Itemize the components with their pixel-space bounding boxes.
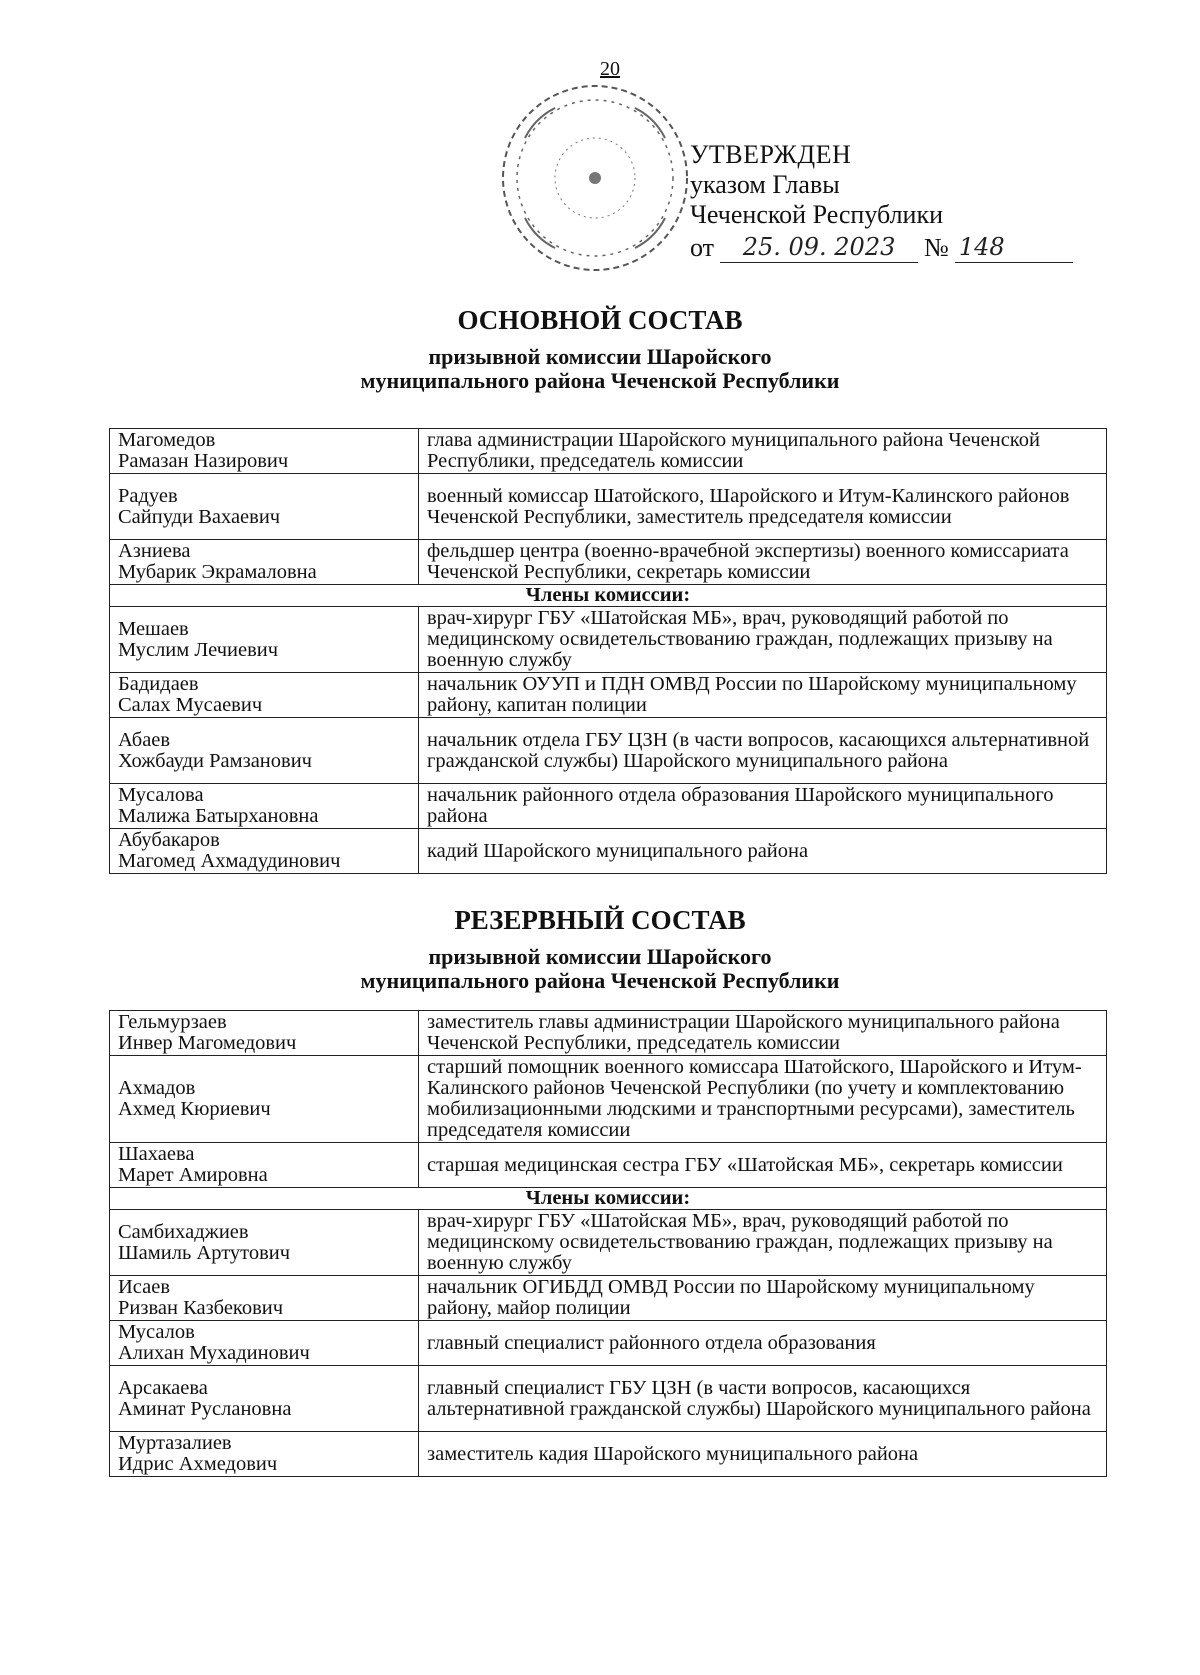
member-given-name: Алихан Мухадинович — [118, 1342, 310, 1364]
member-role: фельдшер центра (военно-врачебной экспертизы) военного комиссариата Чеченской Республики, секретарь комиссии — [419, 540, 1107, 585]
member-surname: Радуев — [118, 484, 178, 507]
member-role: заместитель кадия Шаройского муниципального района — [419, 1432, 1107, 1477]
member-surname: Азниева — [118, 540, 191, 562]
reserve-composition-subtitle-1: призывной комиссии Шаройского — [428, 944, 772, 969]
member-given-name: Сайпуди Вахаевич — [118, 505, 281, 528]
approval-number-label: № — [924, 233, 949, 262]
member-given-name: Идрис Ахмедович — [118, 1453, 278, 1475]
member-role: начальник отдела ГБУ ЦЗН (в части вопросов, касающихся альтернативной гражданской службы) Шаройского муниципального района — [419, 718, 1107, 784]
table-row — [110, 1321, 1107, 1366]
member-role: врач-хирург ГБУ «Шатойская МБ», врач, руководящий работой по медицинскому освидетельствованию граждан, подлежащих призыву на военную службу — [419, 1210, 1107, 1276]
member-surname: Магомедов — [118, 429, 216, 451]
member-surname: Мешаев — [118, 617, 189, 640]
table-row — [110, 540, 1107, 585]
table-row — [110, 1432, 1107, 1477]
member-surname: Шахаева — [118, 1143, 195, 1165]
member-given-name: Ахмед Кюриевич — [118, 1098, 271, 1120]
table-row — [110, 673, 1107, 718]
table-row — [110, 1366, 1107, 1432]
table-row — [110, 474, 1107, 540]
table-row — [110, 1056, 1107, 1143]
approval-date-prefix: от — [690, 233, 715, 262]
member-surname: Муртазалиев — [118, 1432, 232, 1454]
main-composition-heading — [0, 305, 1200, 393]
page-number: 20 — [600, 58, 620, 80]
main-composition-title: ОСНОВНОЙ СОСТАВ — [457, 305, 743, 335]
official-seal-stamp — [495, 78, 695, 278]
member-role: старший помощник военного комиссара Шатойского, Шаройского и Итум-Калинского районов Чеченской Республики (по учету и комплектованию мобилизационными людскими и транспортными ресурсами), заместитель председателя комиссии — [419, 1056, 1107, 1143]
table-row — [110, 784, 1107, 829]
member-surname: Исаев — [118, 1276, 171, 1298]
member-given-name: Магомед Ахмадудинович — [118, 850, 341, 872]
main-composition-subtitle-2: муниципального района Чеченской Республики — [360, 368, 840, 393]
main-composition-table — [109, 428, 1107, 874]
approval-line-decree: указом Главы — [690, 170, 840, 199]
reserve-composition-table — [109, 1010, 1107, 1477]
table-row — [110, 1210, 1107, 1276]
member-surname: Гельмурзаев — [118, 1011, 227, 1033]
member-given-name: Муслим Лечиевич — [118, 638, 279, 661]
table-row — [110, 1276, 1107, 1321]
approval-date-handwritten: 25. 09. 2023 — [720, 232, 918, 263]
approval-number-handwritten: 148 — [955, 232, 1073, 263]
member-given-name: Рамазан Назирович — [118, 450, 289, 472]
reserve-composition-title: РЕЗЕРВНЫЙ СОСТАВ — [454, 905, 746, 935]
member-role: начальник ОУУП и ПДН ОМВД России по Шаройскому муниципальному району, капитан полиции — [419, 673, 1107, 718]
member-surname: Самбихаджиев — [118, 1220, 249, 1243]
approval-title: УТВЕРЖДЕН — [690, 140, 852, 169]
member-given-name: Мубарик Экрамаловна — [118, 561, 317, 583]
table-row — [110, 829, 1107, 874]
table-row — [110, 1143, 1107, 1188]
table-row — [110, 1011, 1107, 1056]
reserve-composition-subtitle-2: муниципального района Чеченской Республики — [360, 968, 840, 993]
member-role: глава администрации Шаройского муниципального района Чеченской Республики, председатель комиссии — [419, 429, 1107, 474]
table-row — [110, 585, 1107, 607]
main-composition-subtitle-1: призывной комиссии Шаройского — [428, 344, 772, 369]
member-surname: Мусалова — [118, 784, 204, 806]
member-given-name: Инвер Магомедович — [118, 1032, 297, 1054]
table-row — [110, 718, 1107, 784]
member-given-name: Салах Мусаевич — [118, 694, 263, 716]
member-role: начальник ОГИБДД ОМВД России по Шаройскому муниципальному району, майор полиции — [419, 1276, 1107, 1321]
member-given-name: Ризван Казбекович — [118, 1297, 284, 1319]
table-row — [110, 429, 1107, 474]
table-row — [110, 607, 1107, 673]
member-surname: Бадидаев — [118, 673, 199, 695]
member-surname: Абаев — [118, 728, 171, 751]
reserve-composition-heading — [0, 905, 1200, 993]
member-surname: Абубакаров — [118, 829, 220, 851]
members-section-label: Члены комиссии: — [110, 585, 1107, 607]
members-section-label: Члены комиссии: — [110, 1188, 1107, 1210]
member-given-name: Хожбауди Рамзанович — [118, 749, 312, 772]
member-surname: Ахмадов — [118, 1077, 196, 1099]
member-given-name: Шамиль Артутович — [118, 1241, 291, 1264]
approval-date-line — [690, 232, 1073, 263]
member-role: начальник районного отдела образования Шаройского муниципального района — [419, 784, 1107, 829]
member-role: старшая медицинская сестра ГБУ «Шатойская МБ», секретарь комиссии — [419, 1143, 1107, 1188]
member-surname: Мусалов — [118, 1321, 195, 1343]
member-given-name: Аминат Руслановна — [118, 1397, 292, 1420]
member-role: главный специалист ГБУ ЦЗН (в части вопросов, касающихся альтернативной гражданской службы) Шаройского муниципального района — [419, 1366, 1107, 1432]
member-role: главный специалист районного отдела образования — [419, 1321, 1107, 1366]
member-role: военный комиссар Шатойского, Шаройского и Итум-Калинского районов Чеченской Республики, заместитель председателя комиссии — [419, 474, 1107, 540]
member-role: врач-хирург ГБУ «Шатойская МБ», врач, руководящий работой по медицинскому освидетельствованию граждан, подлежащих призыву на военную службу — [419, 607, 1107, 673]
member-given-name: Малижа Батырхановна — [118, 805, 319, 827]
member-surname: Арсакаева — [118, 1376, 208, 1399]
member-given-name: Марет Амировна — [118, 1164, 268, 1186]
approval-line-republic: Чеченской Республики — [690, 200, 944, 229]
member-role: кадий Шаройского муниципального района — [419, 829, 1107, 874]
table-row — [110, 1188, 1107, 1210]
member-role: заместитель главы администрации Шаройского муниципального района Чеченской Республики, председатель комиссии — [419, 1011, 1107, 1056]
approval-stamp-text — [690, 140, 1073, 263]
